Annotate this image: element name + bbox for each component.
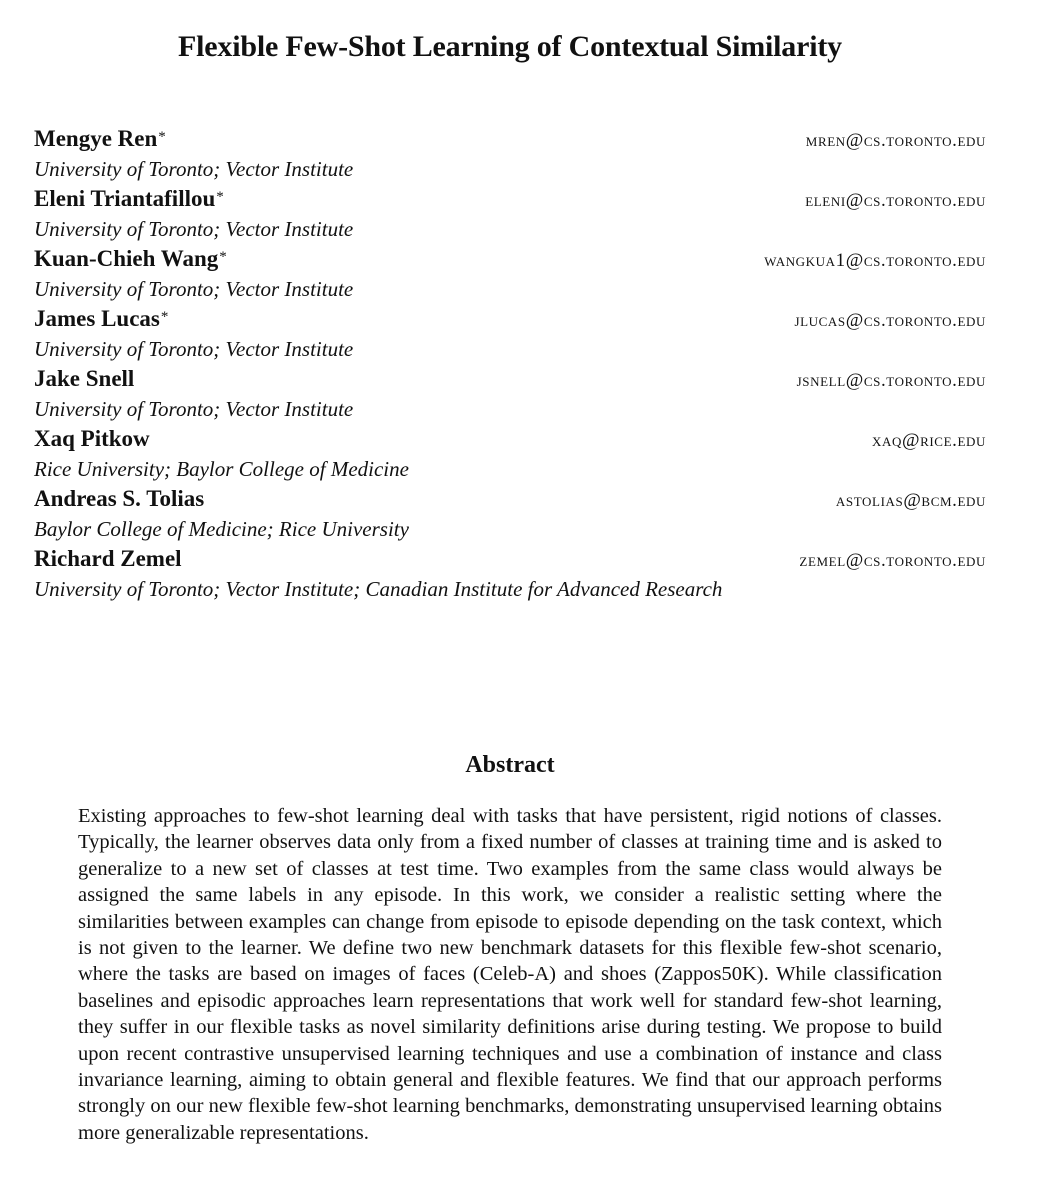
equal-contribution-mark: * [219,249,227,265]
author-name: Xaq Pitkow [34,426,150,451]
author-block [34,304,986,364]
author-email: mren@cs.toronto.edu [805,130,986,151]
equal-contribution-mark: * [160,309,169,325]
author-name: Eleni Triantafillou* [34,186,224,211]
author-email: jlucas@cs.toronto.edu [794,310,986,331]
author-email: astolias@bcm.edu [835,490,986,511]
author-name: Andreas S. Tolias [34,486,205,511]
author-affiliation: Rice University; Baylor College of Medicine [34,457,409,481]
abstract-text: Existing approaches to few-shot learning deal with tasks that have persistent, rigid notions of classes. Typically, the learner observes data only from a fixed number of classes at training time and is asked to generalize to a new set of classes at test time. Two examples from the same class would always be assigned the same labels in any episode. In this work, we consider a realistic setting where the similarities between examples can change from episode to episode depending on the task context, which is not given to the learner. We define two new benchmark datasets for this flexible few-shot scenario, where the tasks are based on images of faces (Celeb-A) and shoes (Zappos50K). While classification baselines and episodic approaches learn representations that work well for standard few-shot learning, they suffer in our flexible tasks as novel similarity definitions arise during testing. We propose to build upon recent contrastive unsupervised learning techniques and use a combination of instance and class invariance learning, aiming to obtain general and flexible features. We find that our approach performs strongly on our new flexible few-shot learning benchmarks, demonstrating unsupervised learning obtains more generalizable representations. [78,805,942,1144]
author-block [34,544,986,604]
author-block [34,364,986,424]
paper-title: Flexible Few-Shot Learning of Contextual Similarity [178,30,842,63]
equal-contribution-mark: * [216,189,224,205]
author-email: jsnell@cs.toronto.edu [796,370,986,391]
author-affiliation: University of Toronto; Vector Institute [34,397,354,421]
author-affiliation: University of Toronto; Vector Institute [34,217,354,241]
author-email: zemel@cs.toronto.edu [799,550,986,571]
author-affiliation: University of Toronto; Vector Institute; Canadian Institute for Advanced Research [34,577,723,601]
author-block [34,244,986,304]
author-block [34,124,986,184]
author-list [34,124,986,604]
abstract-heading: Abstract [465,752,555,778]
author-name: Kuan-Chieh Wang* [34,246,227,271]
author-block [34,484,986,544]
equal-contribution-mark: * [158,129,166,145]
author-name: James Lucas* [34,306,169,331]
author-name: Mengye Ren* [34,126,166,151]
author-email: wangkua1@cs.toronto.edu [764,250,986,271]
author-affiliation: University of Toronto; Vector Institute [34,337,354,361]
author-affiliation: University of Toronto; Vector Institute [34,277,354,301]
author-email: eleni@cs.toronto.edu [805,190,986,211]
author-block [34,184,986,244]
author-name: Richard Zemel [34,546,182,571]
author-email: xaq@rice.edu [872,430,986,451]
author-affiliation: University of Toronto; Vector Institute [34,157,354,181]
author-block [34,424,986,484]
author-name: Jake Snell [34,366,135,391]
author-affiliation: Baylor College of Medicine; Rice University [34,517,409,541]
